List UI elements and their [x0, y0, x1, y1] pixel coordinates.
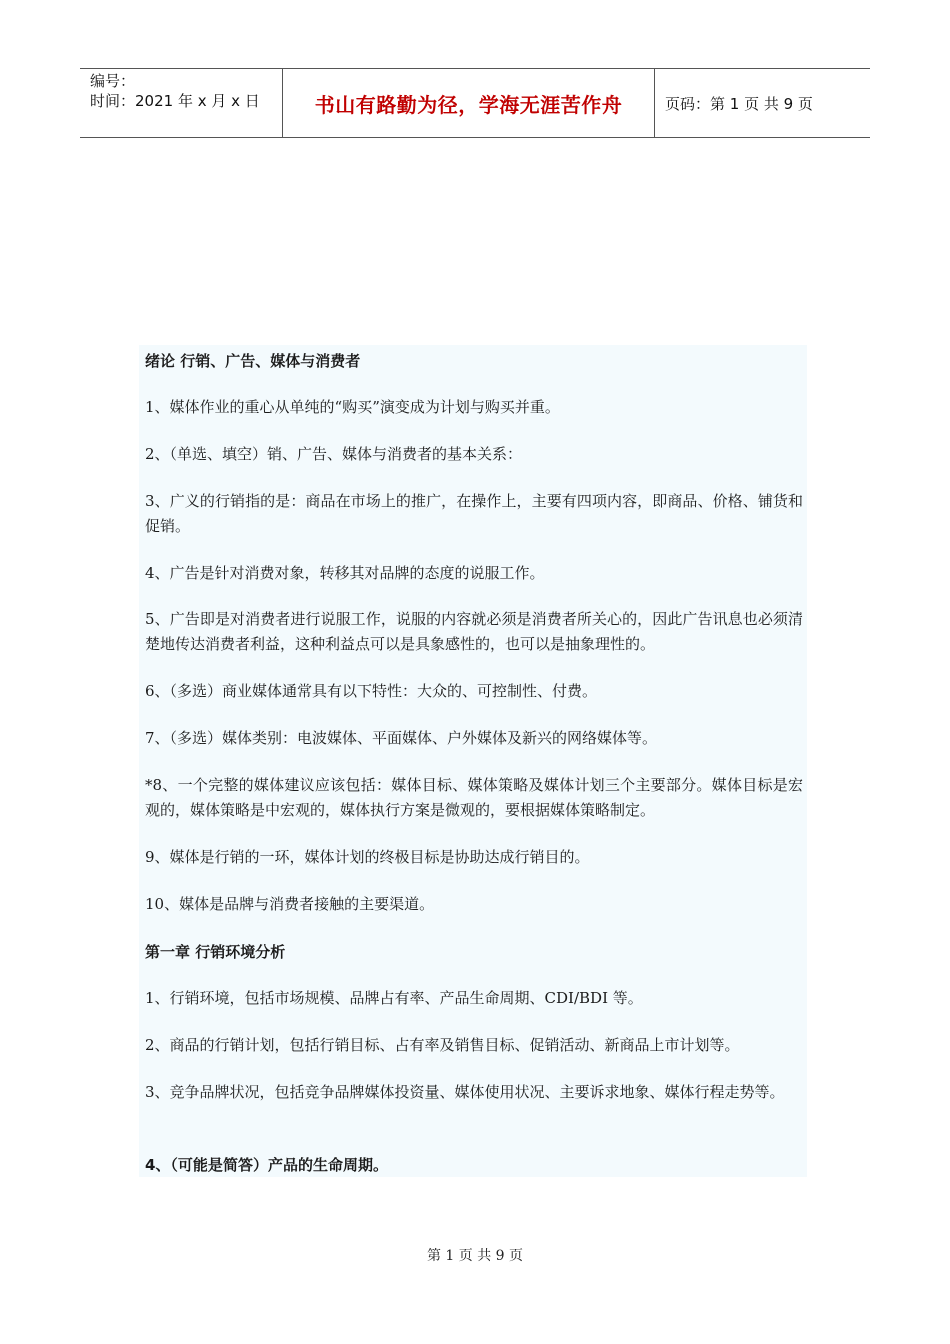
- intro-item-2: 2、（单选、填空）销、广告、媒体与消费者的基本关系：: [145, 445, 523, 463]
- intro-item-3: 3、广义的行销指的是：商品在市场上的推广，在操作上，主要有四项内容，即商品、价格、铺货和促销。: [145, 492, 803, 535]
- number-label: 编号：: [90, 72, 136, 90]
- chapter1-item-1: 1、行销环境，包括市场规模、品牌占有率、产品生命周期、CDI/BDI 等。: [145, 989, 643, 1007]
- intro-item-4: 4、广告是针对消费对象，转移其对品牌的态度的说服工作。: [145, 564, 545, 582]
- chapter1-title: 第一章 行销环境分析: [145, 943, 286, 961]
- header-meta: [80, 69, 283, 137]
- chapter1-item-4: 4、（可能是简答）产品的生命周期。: [145, 1156, 388, 1174]
- intro-item-8: *8、一个完整的媒体建议应该包括：媒体目标、媒体策略及媒体计划三个主要部分。媒体目标是宏观的，媒体策略是中宏观的，媒体执行方案是微观的，要根据媒体策略制定。: [145, 776, 803, 819]
- chapter1-item-3: 3、竞争品牌状况，包括竞争品牌媒体投资量、媒体使用状况、主要诉求地象、媒体行程走势等。: [145, 1083, 785, 1101]
- intro-item-7: 7、（多选）媒体类别：电波媒体、平面媒体、户外媒体及新兴的网络媒体等。: [145, 729, 658, 747]
- intro-item-10: 10、媒体是品牌与消费者接触的主要渠道。: [145, 895, 435, 913]
- time-label: 时间：2021 年 x 月 x 日: [90, 92, 260, 110]
- intro-item-1: 1、媒体作业的重心从单纯的“购买”演变成为计划与购买并重。: [145, 398, 560, 416]
- intro-item-5: 5、广告即是对消费者进行说服工作，说服的内容就必须是消费者所关心的，因此广告讯息也必须清楚地传达消费者利益，这种利益点可以是具象感性的，也可以是抽象理性的。: [145, 610, 803, 653]
- chapter1-item-2: 2、商品的行销计划，包括行销目标、占有率及销售目标、促销活动、新商品上市计划等。: [145, 1036, 740, 1054]
- page-footer: 第 1 页 共 9 页: [426, 1248, 524, 1264]
- intro-title: 绪论 行销、广告、媒体与消费者: [145, 352, 361, 370]
- document-header: [80, 68, 870, 138]
- header-motto: 书山有路勤为径，学海无涯苦作舟: [283, 69, 655, 137]
- content-area: [139, 345, 807, 1177]
- header-page-info: 页码：第 1 页 共 9 页: [665, 94, 813, 113]
- intro-item-9: 9、媒体是行销的一环，媒体计划的终极目标是协助达成行销目的。: [145, 848, 590, 866]
- intro-item-6: 6、（多选）商业媒体通常具有以下特性：大众的、可控制性、付费。: [145, 682, 598, 700]
